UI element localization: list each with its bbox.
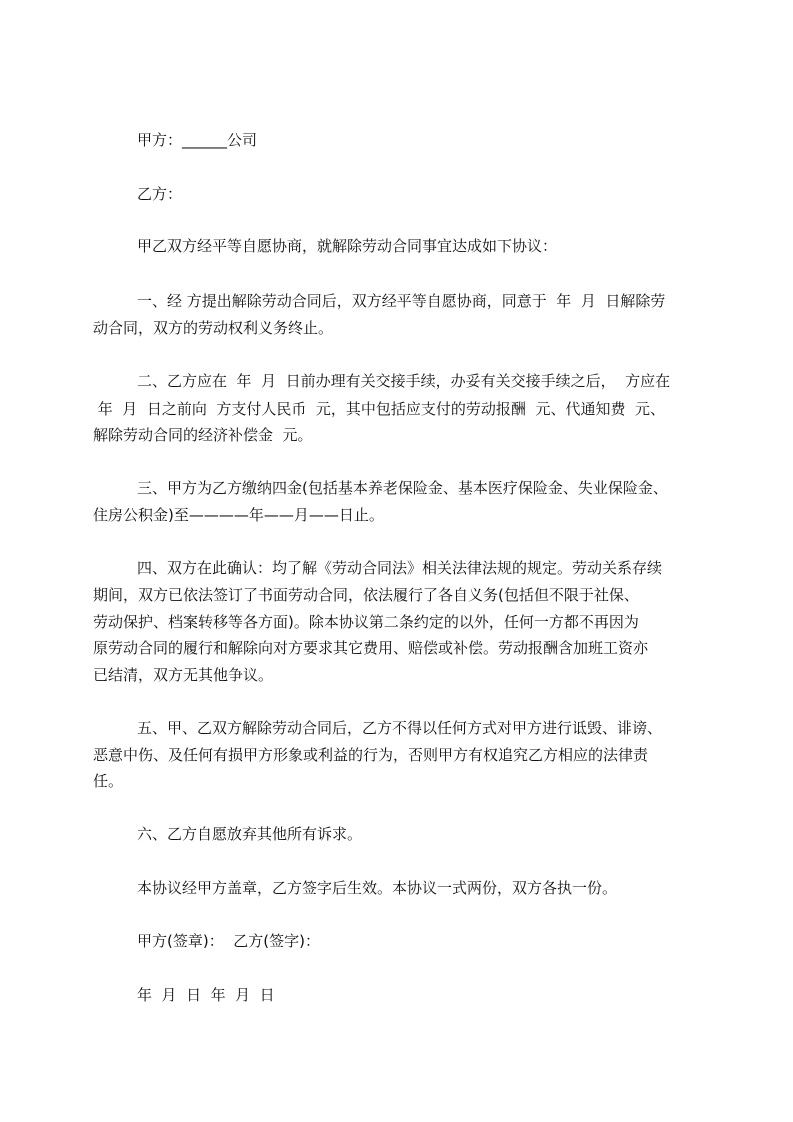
clause-2-line: 二、乙方应在 年 月 日前办理有关交接手续，办妥有关交接手续之后， 方应在 [137,372,671,390]
clause-5-line: 五、甲、乙双方解除劳动合同后，乙方不得以任何方式对甲方进行诋毁、诽谤、 [137,719,663,737]
clause-4-line: 原劳动合同的履行和解除向对方要求其它费用、赔偿或补偿。劳动报酬含加班工资亦 [93,639,649,657]
clause-2-line: 解除劳动合同的经济补偿金 元。 [93,426,313,444]
clause-3-line: 三、甲方为乙方缴纳四金(包括基本养老保险金、基本医疗保险金、失业保险金、 [137,479,668,497]
clause-4-line: 劳动保护、档案转移等各方面)。除本协议第二条约定的以外，任何一方都不再因为 [93,613,639,631]
effect-paragraph: 本协议经甲方盖章，乙方签字后生效。本协议一式两份，双方各执一份。 [137,879,618,897]
clause-2-line: 年 月 日之前向 方支付人民币 元，其中包括应支付的劳动报酬 元、代通知费 元、 [93,400,665,418]
intro-paragraph: 甲乙双方经平等自愿协商，就解除劳动合同事宜达成如下协议： [137,237,558,255]
party-a-line: 甲方：______公司 [137,131,258,149]
signature-line: 甲方(签章)： 乙方(签字)： [137,932,320,950]
clause-6-paragraph: 六、乙方自愿放弃其他所有诉求。 [137,825,363,843]
clause-5-line: 恶意中伤、及任何有损甲方形象或利益的行为，否则甲方有权追究乙方相应的法律责 [93,746,649,764]
clause-4-line: 已结清，双方无其他争议。 [93,666,274,684]
clause-1-line: 动合同，双方的劳动权利义务终止。 [93,319,334,337]
party-b-line: 乙方： [137,185,183,203]
date-line: 年 月 日 年 月 日 [137,986,275,1004]
clause-4-line: 期间，双方已依法签订了书面劳动合同，依法履行了各自义务(包括但不限于社保、 [93,586,639,604]
clause-4-line: 四、双方在此确认：均了解《劳动合同法》相关法律法规的规定。劳动关系存续 [137,559,663,577]
clause-3-line: 住房公积金)至————年——月——日止。 [93,506,384,524]
clause-5-line: 任。 [93,772,124,790]
clause-1-line: 一、经 方提出解除劳动合同后，双方经平等自愿协商，同意于 年 月 日解除劳 [137,292,666,310]
